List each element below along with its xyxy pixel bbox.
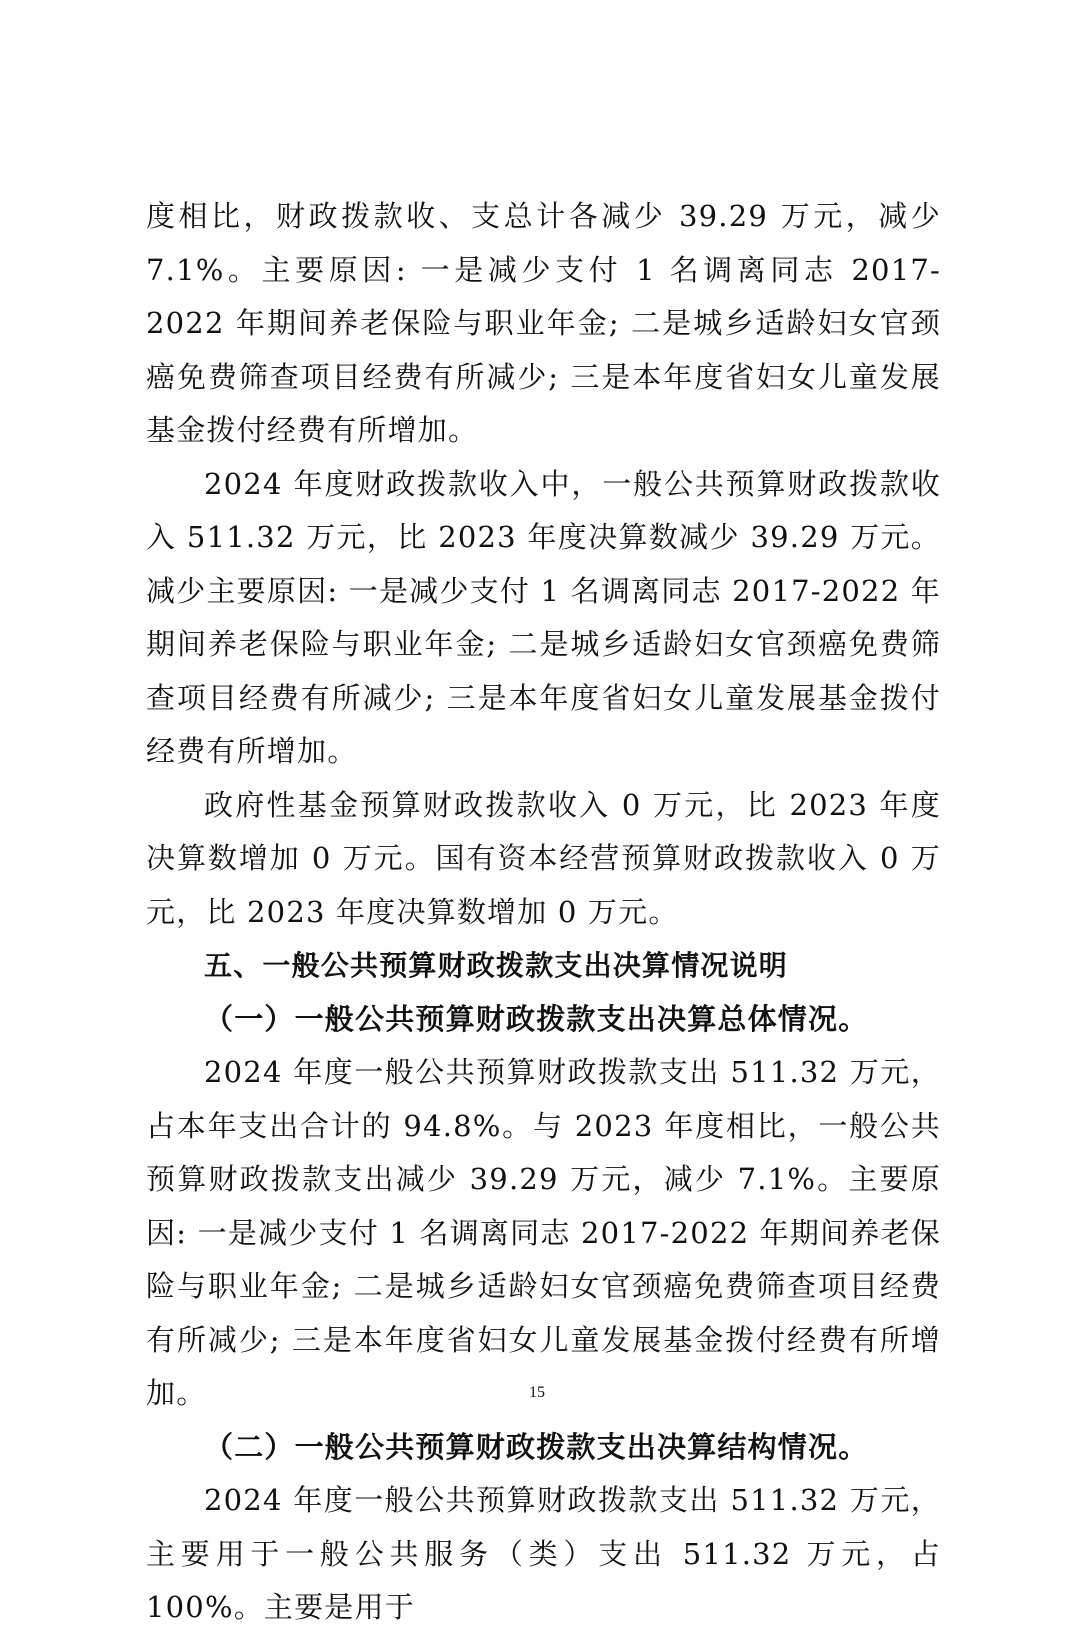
page-number: 15	[529, 1384, 545, 1401]
subsection-heading-1: （一）一般公共预算财政拨款支出决算总体情况。	[204, 1001, 869, 1036]
paragraph-continuation: 度相比，财政拨款收、支总计各减少 39.29 万元，减少 7.1%。主要原因: 一是减少支付 1 名调离同志 2017-2022 年期间养老保险与职业年金; 二是城乡适龄妇女官颈癌免费筛查项目经费有所减少; 三是本年度省妇女儿童发展基金拨付经费有所增加。	[146, 199, 941, 447]
body-text	[146, 190, 941, 1635]
subsection-heading-2: （二）一般公共预算财政拨款支出决算结构情况。	[204, 1429, 869, 1464]
paragraph-fund-revenue: 政府性基金预算财政拨款收入 0 万元，比 2023 年度决算数增加 0 万元。国有资本经营预算财政拨款收入 0 万元，比 2023 年度决算数增加 0 万元。	[146, 787, 941, 929]
paragraph-structure-expenditure: 2024 年度一般公共预算财政拨款支出 511.32 万元，主要用于一般公共服务（类）支出 511.32 万元，占 100%。主要是用于	[146, 1483, 941, 1624]
section-heading: 五、一般公共预算财政拨款支出决算情况说明	[204, 949, 789, 982]
paragraph-overall-expenditure: 2024 年度一般公共预算财政拨款支出 511.32 万元，占本年支出合计的 94.8%。与 2023 年度相比，一般公共预算财政拨款支出减少 39.29 万元，减少 7.1%。主要原因: 一是减少支付 1 名调离同志 2017-2022 年期间养老保险与职业年金; 二是城乡适龄妇女官颈癌免费筛查项目经费有所减少; 三是本年度省妇女儿童发展基金拨付经费有所增加。	[146, 1055, 941, 1410]
paragraph-revenue: 2024 年度财政拨款收入中，一般公共预算财政拨款收入 511.32 万元，比 2023 年度决算数减少 39.29 万元。减少主要原因: 一是减少支付 1 名调离同志 2017-2022 年期间养老保险与职业年金; 二是城乡适龄妇女官颈癌免费筛查项目经费有所减少; 三是本年度省妇女儿童发展基金拨付经费有所增加。	[146, 466, 941, 768]
